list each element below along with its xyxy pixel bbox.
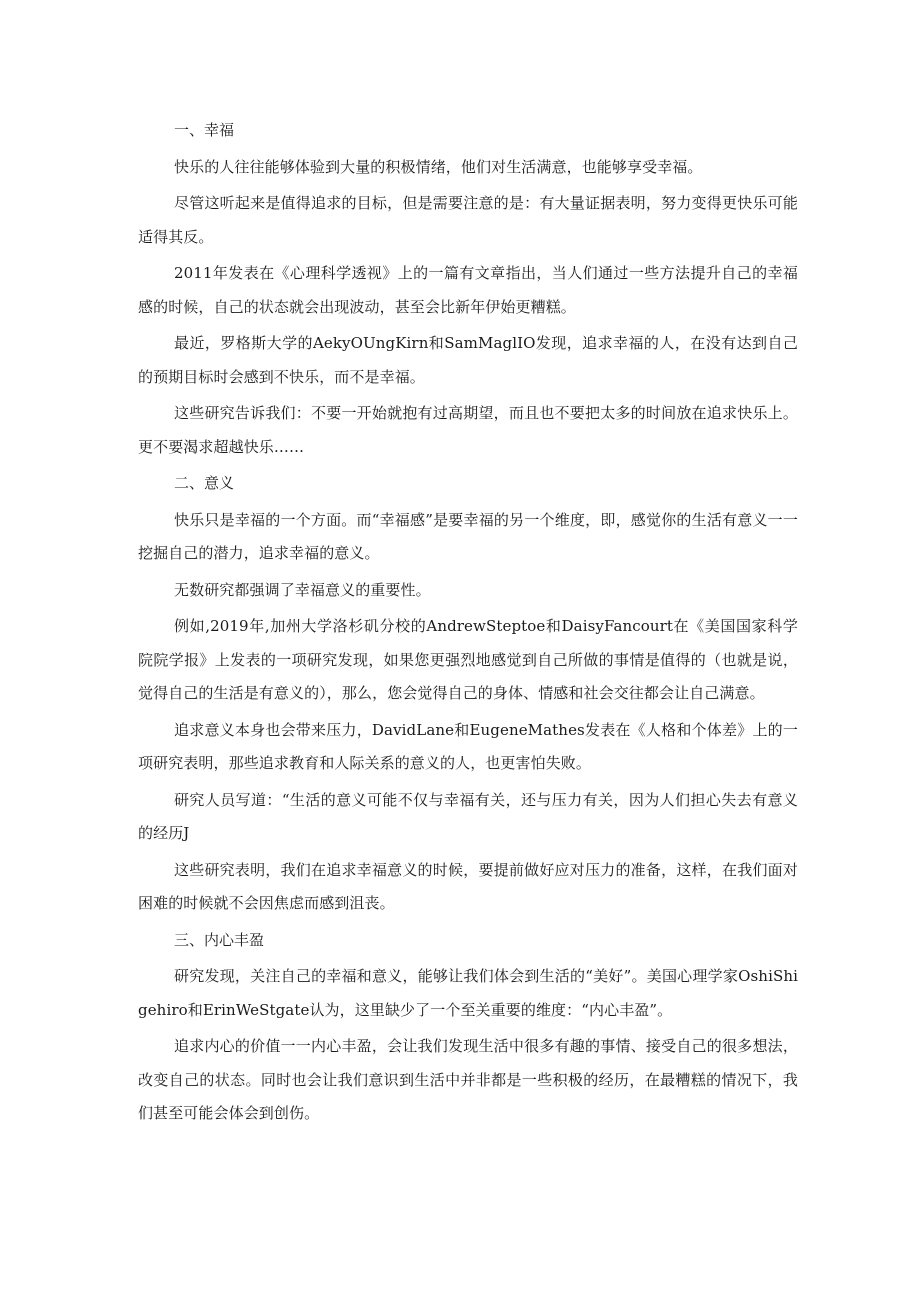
paragraph: 无数研究都强调了幸福意义的重要性。	[174, 580, 431, 599]
paragraph: 追求意义本身也会带来压力，DavidLane和EugeneMathes发表在《人格和个体差》上的一项研究表明，那些追求教育和人际关系的意义的人，也更害怕失败。	[138, 720, 798, 772]
paragraph: 例如,2019年,加州大学洛杉矶分校的AndrewSteptoe和DaisyFancourt在《美国国家科学院院学报》上发表的一项研究发现，如果您更强烈地感觉到自己所做的事情是值得的（也就是说，觉得自己的生活是有意义的），那么，您会觉得自己的身体、情感和社会交往都会让自己满意。	[138, 617, 798, 702]
section-inner-richness	[138, 924, 798, 1131]
document-page	[138, 114, 798, 1131]
section-heading: 三、内心丰盈	[174, 930, 265, 949]
section-meaning	[138, 467, 798, 921]
section-heading: 二、意义	[174, 474, 235, 492]
paragraph: 快乐只是幸福的一个方面。而“幸福感”是要幸福的另一个维度，即，感觉你的生活有意义一一挖掘自己的潜力，追求幸福的意义。	[138, 510, 798, 562]
paragraph: 快乐的人往往能够体验到大量的积极情绪，他们对生活满意，也能够享受幸福。	[174, 157, 703, 176]
paragraph: 研究发现，关注自己的幸福和意义，能够让我们体会到生活的“美好”。美国心理学家OshiShigehiro和ErinWeStgate认为，这里缺少了一个至关重要的维度：“内心丰盈”。	[138, 967, 798, 1019]
section-happiness	[138, 114, 798, 464]
paragraph: 追求内心的价值一一内心丰盈，会让我们发现生活中很多有趣的事情、接受自己的很多想法，改变自己的状态。同时也会让我们意识到生活中并非都是一些积极的经历，在最糟糕的情况下，我们甚至可能会体会到创伤。	[138, 1037, 798, 1122]
paragraph: 最近，罗格斯大学的AekyOUngKirn和SamMaglIO发现，追求幸福的人，在没有达到自己的预期目标时会感到不快乐，而不是幸福。	[138, 334, 798, 386]
paragraph: 2011年发表在《心理科学透视》上的一篇有文章指出，当人们通过一些方法提升自己的幸福感的时候，自己的状态就会出现波动，甚至会比新年伊始更糟糕。	[138, 264, 798, 316]
paragraph: 研究人员写道：“生活的意义可能不仅与幸福有关，还与压力有关，因为人们担心失去有意义的经历J	[138, 790, 798, 842]
paragraph: 这些研究告诉我们：不要一开始就抱有过高期望，而且也不要把太多的时间放在追求快乐上。更不要渴求超越快乐……	[138, 404, 798, 456]
paragraph: 这些研究表明，我们在追求幸福意义的时候，要提前做好应对压力的准备，这样，在我们面对困难的时候就不会因焦虑而感到沮丧。	[138, 860, 798, 912]
paragraph: 尽管这听起来是值得追求的目标，但是需要注意的是：有大量证据表明，努力变得更快乐可能适得其反。	[138, 194, 798, 246]
section-heading: 一、幸福	[174, 121, 235, 139]
